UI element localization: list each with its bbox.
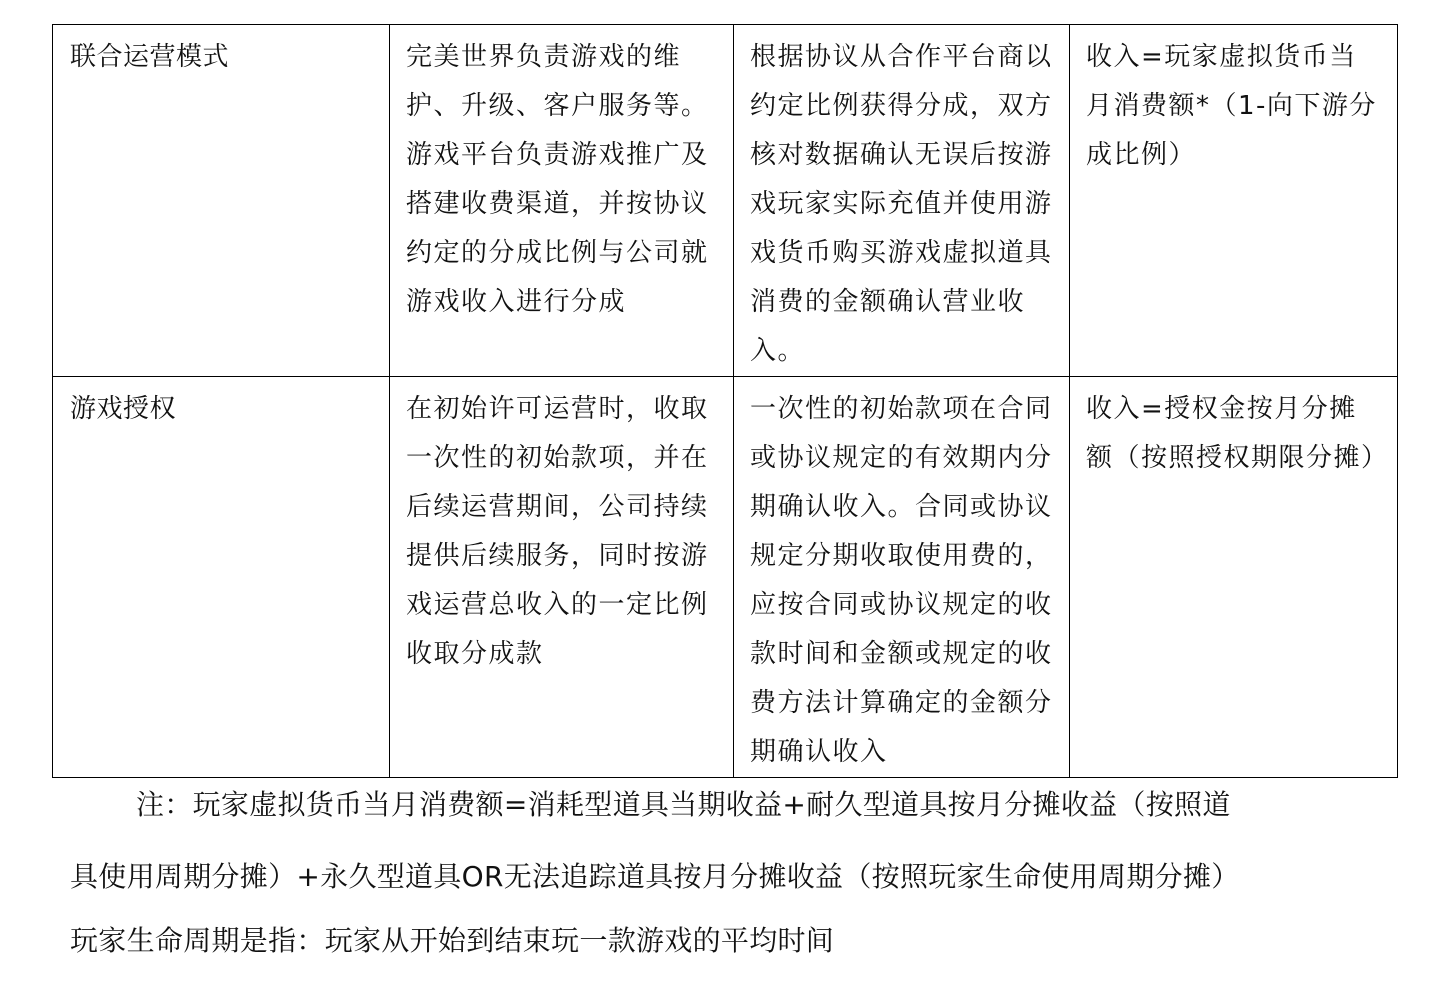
footnote-line-2: 具使用周期分摊）+永久型道具OR无法追踪道具按月分摊收益（按照玩家生命使用周期分摊）	[70, 860, 1240, 893]
revenue-recognition-table	[52, 24, 1398, 778]
revenue-formula-cell: 收入=授权金按月分摊额（按照授权期限分摊）	[1070, 377, 1398, 778]
table-row	[53, 25, 1398, 377]
footnote-line-1: 注：玩家虚拟货币当月消费额=消耗型道具当期收益+耐久型道具按月分摊收益（按照道	[136, 788, 1231, 821]
operation-mode-cell: 联合运营模式	[53, 25, 390, 377]
revenue-formula-cell: 收入=玩家虚拟货币当月消费额*（1-向下游分成比例）	[1070, 25, 1398, 377]
operation-mode-cell: 游戏授权	[53, 377, 390, 778]
recognition-method-cell: 根据协议从合作平台商以约定比例获得分成，双方核对数据确认无误后按游戏玩家实际充值并使用游戏货币购买游戏虚拟道具消费的金额确认营业收入。	[734, 25, 1070, 377]
mode-description-cell: 在初始许可运营时，收取一次性的初始款项，并在后续运营期间，公司持续提供后续服务，同时按游戏运营总收入的一定比例收取分成款	[390, 377, 734, 778]
table-row	[53, 377, 1398, 778]
mode-description-cell: 完美世界负责游戏的维护、升级、客户服务等。游戏平台负责游戏推广及搭建收费渠道，并按协议约定的分成比例与公司就游戏收入进行分成	[390, 25, 734, 377]
footnote-line-3: 玩家生命周期是指：玩家从开始到结束玩一款游戏的平均时间	[70, 924, 835, 957]
recognition-method-cell: 一次性的初始款项在合同或协议规定的有效期内分期确认收入。合同或协议规定分期收取使用费的，应按合同或协议规定的收款时间和金额或规定的收费方法计算确定的金额分期确认收入	[734, 377, 1070, 778]
